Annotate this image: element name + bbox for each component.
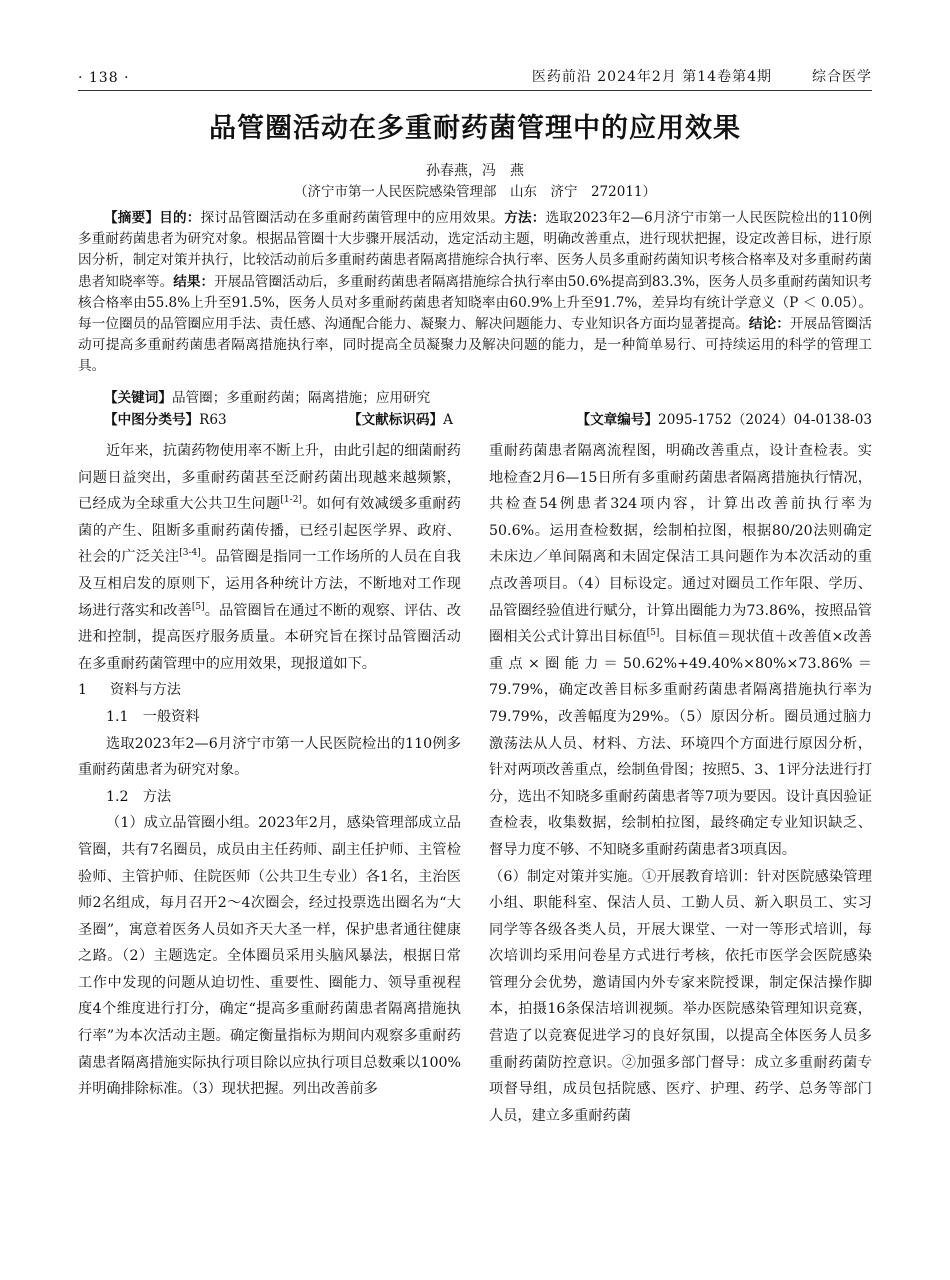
body-text: 重耐药菌患者隔离流程图，明确改善重点，设计查检表。实地检查2月6—15日所有多重耐药菌患者隔离措施执行情况，共检查54例患者324项内容，计算出改善前执行率为50.6%。运用查检数据，绘制柏拉图，根据80/20法则确定未床边／单间隔离和未固定保洁工具问题作为本次活动的重点改善项目。（4）目标设定。通过对圈员工作年限、学历、品管圈经验值进行赋分，计算出圈能力为73.86%，按照品管圈相关公式计算出目标值 bbox=[489, 443, 872, 646]
intro-text-4: 。品管圈旨在通过不断的观察、评估、改进和控制，提高医疗服务质量。本研究旨在探讨品管圈活动在多重耐药菌管理中的应用效果，现报道如下。 bbox=[78, 602, 461, 672]
intro-text-2: 。如何有效减缓多重耐药菌的产生、阻断多重耐药菌传播，已经引起医学界、政府、社会的广泛关注 bbox=[78, 496, 461, 566]
results-text: 开展品管圈活动后，多重耐药菌患者隔离措施综合执行率由50.6%提高到83.3%，医务人员多重耐药菌知识考核合格率由55.8%上升至91.5%，医务人员对多重耐药菌患者知晓率由60.9%上升至91.7%，差异均有统计学意义（P ＜ 0.05）。每一位圈员的品管圈应用手法、责任感、沟通配合能力、凝聚力、解决问题能力、专业知识各方面均显著提高。 bbox=[78, 273, 873, 333]
affiliation: （济宁市第一人民医院感染管理部 山东 济宁 272011） bbox=[293, 184, 657, 200]
art-label: 【文章编号】 bbox=[576, 412, 659, 428]
body-text: 。目标值＝现状值＋改善值×改善重点×圈能力＝50.62%+49.40%×80%×73.86%＝79.79%，确定改善目标多重耐药菌患者隔离措施执行率为79.79%，改善幅度为29%。（5）原因分析。圈员通过脑力激荡法从人员、材料、方法、环境四个方面进行原因分析，针对两项改善重点，绘制鱼骨图；按照5、3、1评分法进行打分，选出不知晓多重耐药菌患者等7项为要因。设计真因验证查检表，收集数据，绘制柏拉图，最终确定专业知识缺乏、督导力度不够、不知晓多重耐药菌患者3项真因。 bbox=[489, 629, 872, 858]
authors: 孙春燕，冯 燕 bbox=[426, 163, 524, 179]
citation: [5] bbox=[191, 601, 205, 612]
journal-info: 医药前沿 2024年2月 第14卷第4期 bbox=[531, 69, 772, 85]
classification-line bbox=[104, 408, 872, 428]
section-name: 综合医学 bbox=[812, 69, 872, 85]
intro-paragraph bbox=[78, 438, 461, 677]
body-column-left bbox=[78, 438, 461, 1103]
clc-value: R63 bbox=[199, 412, 227, 428]
clc-label: 【中图分类号】 bbox=[104, 412, 200, 428]
clc-number bbox=[104, 412, 227, 428]
subsection-heading: 1.2 方法 bbox=[106, 788, 172, 805]
running-header bbox=[78, 64, 872, 86]
abstract-label: 【摘要】 bbox=[104, 210, 160, 226]
body-paragraph: 选取2023年2—6月济宁市第一人民医院检出的110例多重耐药菌患者为研究对象。 bbox=[78, 735, 461, 779]
citation: [3-4] bbox=[179, 548, 201, 559]
citation: [1-2] bbox=[280, 495, 302, 506]
methods-text: 选取2023年2—6月济宁市第一人民医院检出的110例多重耐药菌患者为研究对象。根据品管圈十大步骤开展活动，选定活动主题，明确改善重点，进行现状把握，设定改善目标，进行原因分析，制定对策并执行，比较活动前后多重耐药菌患者隔离措施综合执行率、医务人员多重耐药菌知识考核合格率及对多重耐药菌患者知晓率等。 bbox=[78, 210, 873, 290]
doc-label: 【文献标识码】 bbox=[348, 412, 444, 428]
objective-text: 探讨品管圈活动在多重耐药菌管理中的应用效果。 bbox=[200, 210, 505, 226]
art-value: 2095-1752（2024）04-0138-03 bbox=[658, 412, 872, 428]
section-heading bbox=[78, 677, 461, 704]
citation: [5] bbox=[646, 628, 660, 639]
document-code bbox=[348, 408, 453, 428]
abstract bbox=[78, 208, 872, 378]
body-paragraph: （6）制定对策并实施。①开展教育培训：针对医院感染管理小组、职能科室、保洁人员、工勤人员、新入职员工、实习同学等各级各类人员，开展大课堂、一对一等形式培训，每次培训均采用问卷星方式进行考核，依托市医学会医院感染管理分会优势，邀请国内外专家来院授课，制定保洁操作脚本，拍摄16条保洁培训视频。举办医院感染管理知识竞赛，营造了以竞赛促进学习的良好氛围，以提高全体医务人员多重耐药菌防控意识。②加强多部门督导：成立多重耐药菌专项督导组，成员包括院感、医疗、护理、药学、总务等部门人员，建立多重耐药菌 bbox=[489, 868, 872, 1124]
section-number: 1 bbox=[78, 682, 88, 699]
subsection-heading: 1.1 一般资料 bbox=[106, 708, 200, 725]
methods-label: 方法： bbox=[504, 210, 546, 226]
keywords-label: 【关键词】 bbox=[104, 390, 172, 406]
intro-text-1: 近年来，抗菌药物使用率不断上升，由此引起的细菌耐药问题日益突出，多重耐药菌甚至泛耐药菌出现越来越频繁，已经成为全球重大公共卫生问题 bbox=[78, 443, 461, 513]
body-paragraph: （1）成立品管圈小组。2023年2月，感染管理部成立品管圈，共有7名圈员，成员由主任药师、副主任护师、主管检验师、主管护师、住院医师（公共卫生专业）各1名，主治医师2名组成，每月召开2～4次圈会，经过投票选出圈名为“大圣圈”，寓意着医务人员如齐天大圣一样，保护患者通往健康之路。（2）主题选定。全体圈员采用头脑风暴法，根据日常工作中发现的问题从迫切性、重要性、圈能力、领导重视程度4个维度进行打分，确定“提高多重耐药菌患者隔离措施执行率”为本次活动主题。确定衡量指标为期间内观察多重耐药菌患者隔离措施实际执行项目除以应执行项目总数乘以100%并明确排除标准。（3）现状把握。列出改善前多 bbox=[78, 815, 461, 1098]
intro-text-3: 。品管圈是指同一工作场所的人员在自我及互相启发的原则下，运用各种统计方法，不断地对工作现场进行落实和改善 bbox=[78, 549, 461, 619]
body-paragraph bbox=[489, 438, 872, 864]
keywords bbox=[104, 386, 430, 406]
objective-label: 目的： bbox=[159, 210, 201, 226]
conclusion-label: 结论： bbox=[748, 316, 790, 333]
page-number: · 138 · bbox=[78, 70, 130, 86]
doc-value: A bbox=[443, 412, 453, 428]
keywords-text: 品管圈；多重耐药菌；隔离措施；应用研究 bbox=[171, 390, 431, 406]
results-label: 结果： bbox=[173, 273, 215, 290]
section-title: 资料与方法 bbox=[110, 682, 181, 699]
article-title: 品管圈活动在多重耐药菌管理中的应用效果 bbox=[209, 113, 741, 144]
body-column-right bbox=[489, 438, 872, 1129]
article-number bbox=[576, 408, 872, 428]
header-rule bbox=[78, 90, 872, 91]
conclusion-text: 开展品管圈活动可提高多重耐药菌患者隔离措施执行率，同时提高全员凝聚力及解决问题的能力，是一种简单易行、可持续运用的科学的管理工具。 bbox=[78, 316, 873, 375]
